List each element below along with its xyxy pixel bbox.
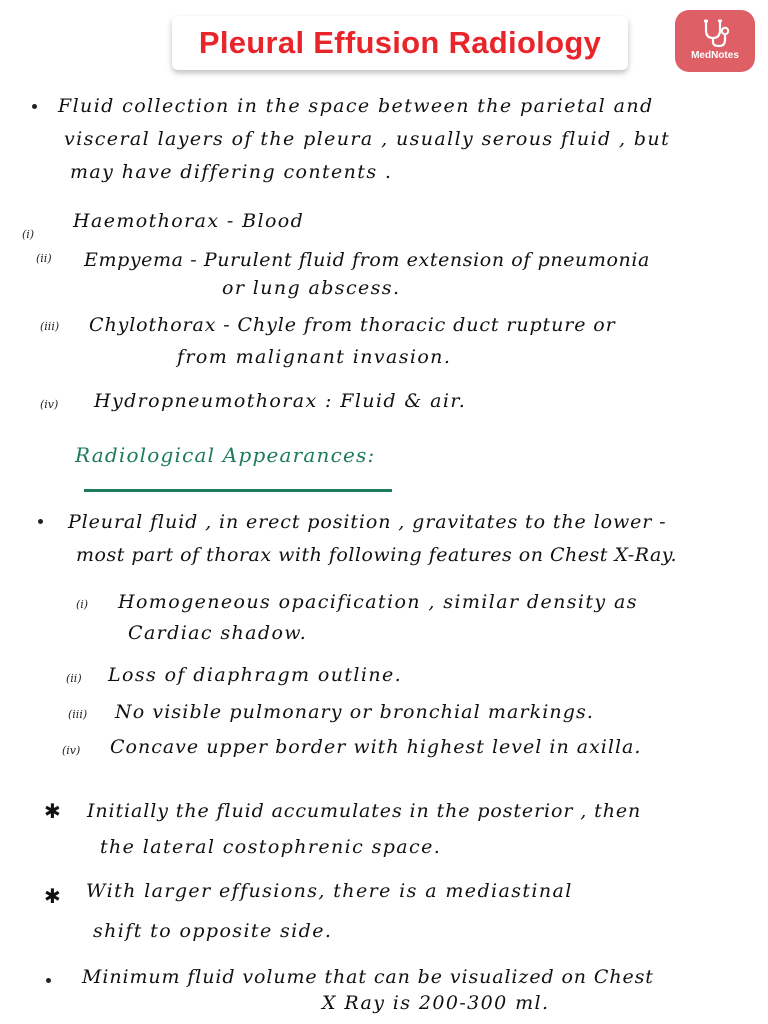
type-haemothorax: Haemothorax - Blood <box>73 210 305 232</box>
list-marker: (i) <box>76 598 89 611</box>
appearance-ii: Loss of diaphragm outline. <box>108 664 403 686</box>
type-hydropneumothorax: Hydropneumothorax : Fluid & air. <box>94 390 467 412</box>
appearance-iii: No visible pulmonary or bronchial markings. <box>115 701 595 723</box>
type-empyema: Empyema - Purulent fluid from extension of pneumonia <box>84 249 650 271</box>
list-marker: (i) <box>22 228 35 241</box>
intro-line-2: visceral layers of the pleura , usually serous fluid , but <box>64 128 671 150</box>
list-marker: (iii) <box>40 320 60 333</box>
note-1-line-2: the lateral costophrenic space. <box>100 836 442 858</box>
list-marker: (iv) <box>62 744 81 757</box>
bullet-dot <box>46 978 51 983</box>
type-empyema-cont: or lung abscess. <box>222 277 401 299</box>
asterisk-icon: ✱ <box>44 884 61 908</box>
appearance-i-1: Homogeneous opacification , similar density as <box>118 591 638 613</box>
note-2-line-2: shift to opposite side. <box>93 920 333 942</box>
mednotes-logo <box>675 10 755 72</box>
heading-underline <box>84 489 392 492</box>
stethoscope-icon <box>698 18 732 48</box>
appearance-i-2: Cardiac shadow. <box>128 622 308 644</box>
note-2-line-1: With larger effusions, there is a mediastinal <box>86 880 573 902</box>
bullet-dot <box>38 519 43 524</box>
list-marker: (iii) <box>68 708 88 721</box>
appearance-lead-1: Pleural fluid , in erect position , gravitates to the lower - <box>68 511 667 533</box>
page-title: Pleural Effusion Radiology <box>198 25 602 60</box>
asterisk-icon: ✱ <box>44 799 61 823</box>
appearance-lead-2: most part of thorax with following features on Chest X-Ray. <box>76 544 678 566</box>
note-3-line-2: X Ray is 200-300 ml. <box>322 992 550 1014</box>
bullet-dot <box>32 104 37 109</box>
type-chylothorax: Chylothorax - Chyle from thoracic duct rupture or <box>89 314 616 336</box>
type-chylothorax-cont: from malignant invasion. <box>177 346 452 368</box>
intro-line-1: Fluid collection in the space between the parietal and <box>58 95 654 117</box>
note-3-line-1: Minimum fluid volume that can be visualized on Chest <box>82 966 654 988</box>
list-marker: (ii) <box>36 252 52 265</box>
list-marker: (ii) <box>66 672 82 685</box>
appearance-iv: Concave upper border with highest level in axilla. <box>110 736 642 758</box>
logo-text: MedNotes <box>691 50 739 61</box>
title-box <box>172 16 628 70</box>
section-heading: Radiological Appearances: <box>75 443 376 467</box>
intro-line-3: may have differing contents . <box>70 161 393 183</box>
note-1-line-1: Initially the fluid accumulates in the posterior , then <box>87 800 642 822</box>
list-marker: (iv) <box>40 398 59 411</box>
